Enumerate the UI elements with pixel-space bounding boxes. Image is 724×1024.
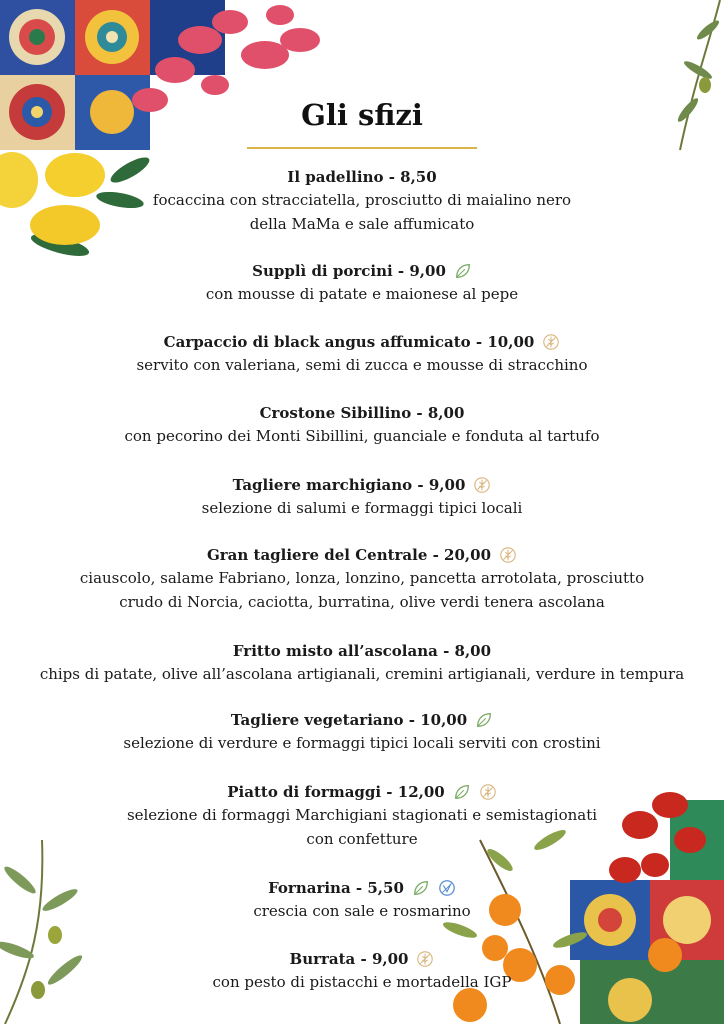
olive-branch-decoration bbox=[660, 0, 724, 160]
menu-item-name-row bbox=[0, 544, 724, 566]
menu-item-name: Fritto misto all’ascolana - 8,00 bbox=[232, 642, 492, 660]
menu-item bbox=[0, 640, 724, 686]
menu-item-name: Tagliere marchigiano - 9,00 bbox=[232, 476, 466, 494]
vegan-icon bbox=[438, 879, 456, 897]
menu-item-name-row bbox=[0, 402, 724, 424]
menu-item bbox=[0, 474, 724, 520]
menu-item-description: crescia con sale e rosmarino bbox=[253, 902, 471, 920]
menu-item bbox=[0, 544, 724, 614]
menu-item bbox=[0, 331, 724, 377]
menu-item bbox=[0, 781, 724, 851]
menu-item-description: con confetture bbox=[306, 830, 418, 848]
gluten-free-icon bbox=[416, 950, 434, 968]
gluten-free-icon bbox=[499, 546, 517, 564]
menu-item bbox=[0, 709, 724, 755]
menu-item-name: Fornarina - 5,50 bbox=[268, 879, 404, 897]
menu-item-name-row bbox=[0, 640, 724, 662]
menu-item bbox=[0, 948, 724, 994]
leaf-icon bbox=[412, 879, 430, 897]
menu-item-description: con mousse di patate e maionese al pepe bbox=[205, 285, 519, 303]
menu-item-description: selezione di verdure e formaggi tipici locali serviti con crostini bbox=[123, 734, 601, 752]
menu-item-name-row bbox=[0, 709, 724, 731]
menu-item-description: ciauscolo, salame Fabriano, lonza, lonzino, pancetta arrotolata, prosciutto bbox=[79, 569, 645, 587]
menu-item-name-row bbox=[0, 781, 724, 803]
menu-item bbox=[0, 402, 724, 448]
menu-item-name-row bbox=[0, 331, 724, 353]
menu-item-description: focaccina con stracciatella, prosciutto di maialino nero bbox=[152, 191, 572, 209]
leaf-icon bbox=[475, 711, 493, 729]
menu-item bbox=[0, 260, 724, 306]
gluten-free-icon bbox=[479, 783, 497, 801]
olive-branch-bottom-decoration bbox=[0, 840, 110, 1024]
menu-item-name: Supplì di porcini - 9,00 bbox=[252, 262, 446, 280]
gluten-free-icon bbox=[473, 476, 491, 494]
menu-item-name: Piatto di formaggi - 12,00 bbox=[227, 783, 445, 801]
menu-item-description: selezione di salumi e formaggi tipici locali bbox=[201, 499, 523, 517]
menu-item-description: selezione di formaggi Marchigiani stagionati e semistagionati bbox=[126, 806, 598, 824]
menu-item-description: con pesto di pistacchi e mortadella IGP bbox=[212, 973, 512, 991]
title-divider bbox=[247, 147, 477, 149]
menu-item bbox=[0, 166, 724, 236]
menu-item-name-row bbox=[0, 948, 724, 970]
menu-item-description: chips di patate, olive all’ascolana artigianali, cremini artigianali, verdure in tempura bbox=[39, 665, 685, 683]
leaf-icon bbox=[453, 783, 471, 801]
menu-item-description: con pecorino dei Monti Sibillini, guanciale e fonduta al tartufo bbox=[124, 427, 600, 445]
leaf-icon bbox=[454, 262, 472, 280]
menu-item-name: Tagliere vegetariano - 10,00 bbox=[230, 711, 468, 729]
menu-item-name: Gran tagliere del Centrale - 20,00 bbox=[206, 546, 492, 564]
menu-item-name: Carpaccio di black angus affumicato - 10,00 bbox=[163, 333, 535, 351]
menu-item-name: Il padellino - 8,50 bbox=[287, 168, 437, 186]
menu-item bbox=[0, 877, 724, 923]
menu-item-name-row bbox=[0, 166, 724, 188]
menu-item-name-row bbox=[0, 877, 724, 899]
menu-item-name-row bbox=[0, 474, 724, 496]
gluten-free-icon bbox=[542, 333, 560, 351]
menu-item-description: servito con valeriana, semi di zucca e mousse di stracchino bbox=[136, 356, 588, 374]
menu-item-name: Crostone Sibillino - 8,00 bbox=[259, 404, 465, 422]
menu-item-description: crudo di Norcia, caciotta, burratina, olive verdi tenera ascolana bbox=[119, 593, 605, 611]
menu-item-name-row bbox=[0, 260, 724, 282]
page-title: Gli sfizi bbox=[301, 98, 423, 132]
menu-item-name: Burrata - 9,00 bbox=[289, 950, 409, 968]
menu-item-description: della MaMa e sale affumicato bbox=[249, 215, 475, 233]
